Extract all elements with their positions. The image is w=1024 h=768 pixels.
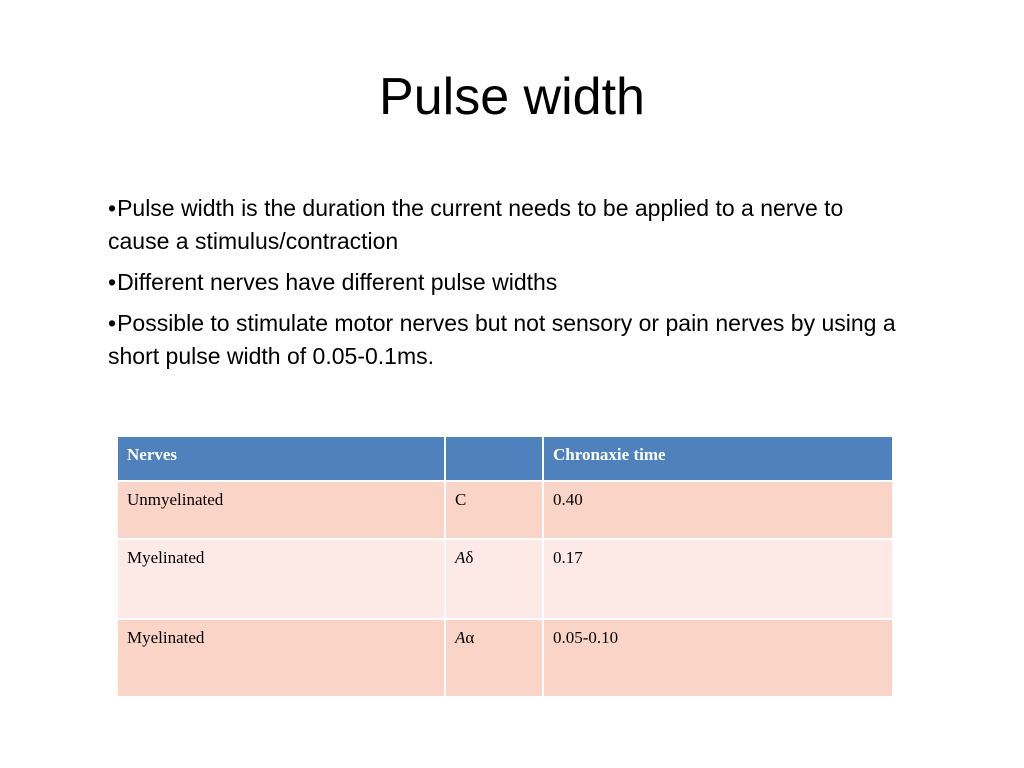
header-chronaxie-time: Chronaxie time xyxy=(543,436,893,481)
time-cell: 0.05-0.10 xyxy=(543,619,893,697)
chronaxie-table xyxy=(116,435,894,698)
fiber-cell xyxy=(445,481,543,539)
fiber-cell xyxy=(445,619,543,697)
table-row xyxy=(117,481,893,539)
nerve-cell: Myelinated xyxy=(117,619,445,697)
bullet-icon: • xyxy=(108,195,117,221)
fiber-prefix: A xyxy=(455,628,466,647)
table-header-row xyxy=(117,436,893,481)
bullet-item xyxy=(108,192,908,258)
time-cell: 0.17 xyxy=(543,539,893,619)
bullet-icon: • xyxy=(108,310,117,336)
bullet-text: Possible to stimulate motor nerves but not sensory or pain nerves by using a short pulse width of 0.05-0.1ms. xyxy=(108,310,896,369)
fiber-suffix: C xyxy=(455,490,467,509)
nerve-cell: Unmyelinated xyxy=(117,481,445,539)
table-row xyxy=(117,539,893,619)
fiber-cell xyxy=(445,539,543,619)
bullet-item xyxy=(108,307,908,373)
bullet-list xyxy=(108,192,908,381)
fiber-prefix: A xyxy=(455,548,466,567)
bullet-item xyxy=(108,266,908,299)
bullet-text: Pulse width is the duration the current needs to be applied to a nerve to cause a stimulus/contraction xyxy=(108,195,844,254)
bullet-text: Different nerves have different pulse widths xyxy=(117,269,558,295)
nerve-cell: Myelinated xyxy=(117,539,445,619)
fiber-suffix: δ xyxy=(465,548,474,567)
header-fiber xyxy=(445,436,543,481)
fiber-suffix: α xyxy=(465,628,475,647)
header-nerves: Nerves xyxy=(117,436,445,481)
bullet-icon: • xyxy=(108,269,117,295)
slide-title: Pulse width xyxy=(379,68,645,126)
time-cell: 0.40 xyxy=(543,481,893,539)
table-row xyxy=(117,619,893,697)
